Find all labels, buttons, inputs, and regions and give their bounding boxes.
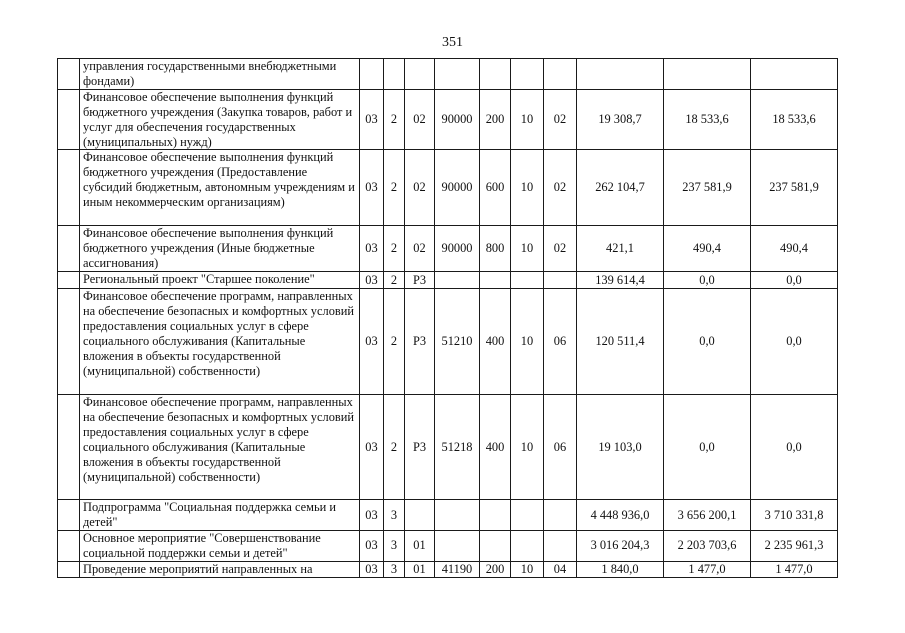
section-code-cell: 10 <box>511 226 544 272</box>
table-row <box>58 226 838 272</box>
expense-type-cell: 400 <box>480 289 511 395</box>
section-code-cell <box>511 530 544 561</box>
subprogram-code-cell: 2 <box>384 150 405 226</box>
row-margin-cell <box>58 150 80 226</box>
table-body <box>58 59 838 578</box>
program-code-cell: 03 <box>360 530 384 561</box>
program-code-cell: 03 <box>360 395 384 500</box>
program-code-cell: 03 <box>360 289 384 395</box>
direction-code-cell: 51210 <box>435 289 480 395</box>
expense-type-cell: 400 <box>480 395 511 500</box>
amount-year-1-cell <box>577 59 664 90</box>
event-code-cell: Р3 <box>405 289 435 395</box>
direction-code-cell: 51218 <box>435 395 480 500</box>
amount-year-1-cell: 19 103,0 <box>577 395 664 500</box>
item-name-cell: Подпрограмма "Социальная поддержка семьи и детей" <box>80 500 360 531</box>
item-name-cell: Финансовое обеспечение выполнения функций бюджетного учреждения (Предоставление субсидий бюджетным, автономным учреждениям и иным некоммерческим организациям) <box>80 150 360 226</box>
budget-table <box>57 58 838 578</box>
table-row <box>58 561 838 577</box>
direction-code-cell <box>435 59 480 90</box>
amount-year-2-cell: 0,0 <box>664 395 751 500</box>
item-name-cell: управления государственными внебюджетными фондами) <box>80 59 360 90</box>
amount-year-2-cell: 3 656 200,1 <box>664 500 751 531</box>
row-margin-cell <box>58 89 80 150</box>
amount-year-3-cell: 0,0 <box>751 272 838 289</box>
program-code-cell: 03 <box>360 226 384 272</box>
table-row <box>58 59 838 90</box>
amount-year-3-cell: 490,4 <box>751 226 838 272</box>
subprogram-code-cell: 3 <box>384 561 405 577</box>
amount-year-3-cell: 18 533,6 <box>751 89 838 150</box>
expense-type-cell <box>480 59 511 90</box>
amount-year-3-cell: 1 477,0 <box>751 561 838 577</box>
subprogram-code-cell <box>384 59 405 90</box>
amount-year-1-cell: 139 614,4 <box>577 272 664 289</box>
subsection-code-cell: 06 <box>544 289 577 395</box>
amount-year-3-cell: 3 710 331,8 <box>751 500 838 531</box>
direction-code-cell <box>435 272 480 289</box>
event-code-cell <box>405 500 435 531</box>
row-margin-cell <box>58 395 80 500</box>
program-code-cell: 03 <box>360 150 384 226</box>
program-code-cell: 03 <box>360 500 384 531</box>
section-code-cell: 10 <box>511 89 544 150</box>
section-code-cell: 10 <box>511 289 544 395</box>
direction-code-cell: 90000 <box>435 226 480 272</box>
amount-year-2-cell: 2 203 703,6 <box>664 530 751 561</box>
amount-year-1-cell: 4 448 936,0 <box>577 500 664 531</box>
direction-code-cell <box>435 530 480 561</box>
event-code-cell: Р3 <box>405 395 435 500</box>
subprogram-code-cell: 3 <box>384 530 405 561</box>
subsection-code-cell: 02 <box>544 226 577 272</box>
subprogram-code-cell: 2 <box>384 272 405 289</box>
subsection-code-cell: 06 <box>544 395 577 500</box>
program-code-cell: 03 <box>360 272 384 289</box>
table-row <box>58 289 838 395</box>
event-code-cell: 02 <box>405 226 435 272</box>
section-code-cell <box>511 272 544 289</box>
amount-year-2-cell: 1 477,0 <box>664 561 751 577</box>
subsection-code-cell: 04 <box>544 561 577 577</box>
expense-type-cell: 200 <box>480 89 511 150</box>
item-name-cell: Основное мероприятие "Совершенствование социальной поддержки семьи и детей" <box>80 530 360 561</box>
item-name-cell: Финансовое обеспечение программ, направленных на обеспечение безопасных и комфортных условий предоставления социальных услуг в сфере социального обслуживания (Капитальные вложения в объекты государственной (муниципальной) собственности) <box>80 289 360 395</box>
event-code-cell: 01 <box>405 561 435 577</box>
amount-year-2-cell: 18 533,6 <box>664 89 751 150</box>
event-code-cell <box>405 59 435 90</box>
expense-type-cell: 600 <box>480 150 511 226</box>
item-name-cell: Проведение мероприятий направленных на <box>80 561 360 577</box>
amount-year-3-cell: 0,0 <box>751 289 838 395</box>
amount-year-3-cell: 2 235 961,3 <box>751 530 838 561</box>
section-code-cell: 10 <box>511 150 544 226</box>
row-margin-cell <box>58 530 80 561</box>
subprogram-code-cell: 3 <box>384 500 405 531</box>
amount-year-1-cell: 1 840,0 <box>577 561 664 577</box>
amount-year-2-cell <box>664 59 751 90</box>
amount-year-1-cell: 421,1 <box>577 226 664 272</box>
direction-code-cell <box>435 500 480 531</box>
subprogram-code-cell: 2 <box>384 89 405 150</box>
event-code-cell: 01 <box>405 530 435 561</box>
amount-year-2-cell: 0,0 <box>664 272 751 289</box>
amount-year-3-cell: 0,0 <box>751 395 838 500</box>
subprogram-code-cell: 2 <box>384 289 405 395</box>
program-code-cell: 03 <box>360 561 384 577</box>
expense-type-cell <box>480 272 511 289</box>
direction-code-cell: 41190 <box>435 561 480 577</box>
subsection-code-cell <box>544 500 577 531</box>
expense-type-cell <box>480 500 511 531</box>
row-margin-cell <box>58 59 80 90</box>
subsection-code-cell <box>544 530 577 561</box>
amount-year-1-cell: 262 104,7 <box>577 150 664 226</box>
row-margin-cell <box>58 561 80 577</box>
direction-code-cell: 90000 <box>435 89 480 150</box>
amount-year-1-cell: 120 511,4 <box>577 289 664 395</box>
subprogram-code-cell: 2 <box>384 395 405 500</box>
amount-year-1-cell: 3 016 204,3 <box>577 530 664 561</box>
subsection-code-cell <box>544 272 577 289</box>
item-name-cell: Региональный проект "Старшее поколение" <box>80 272 360 289</box>
table-row <box>58 89 838 150</box>
program-code-cell <box>360 59 384 90</box>
section-code-cell <box>511 59 544 90</box>
subsection-code-cell: 02 <box>544 150 577 226</box>
subsection-code-cell <box>544 59 577 90</box>
amount-year-2-cell: 0,0 <box>664 289 751 395</box>
row-margin-cell <box>58 500 80 531</box>
table-row <box>58 272 838 289</box>
item-name-cell: Финансовое обеспечение выполнения функций бюджетного учреждения (Иные бюджетные ассигнования) <box>80 226 360 272</box>
table-row <box>58 530 838 561</box>
expense-type-cell <box>480 530 511 561</box>
event-code-cell: 02 <box>405 89 435 150</box>
expense-type-cell: 200 <box>480 561 511 577</box>
table-row <box>58 500 838 531</box>
expense-type-cell: 800 <box>480 226 511 272</box>
table-row <box>58 395 838 500</box>
section-code-cell: 10 <box>511 395 544 500</box>
page-number: 351 <box>442 35 463 50</box>
row-margin-cell <box>58 272 80 289</box>
amount-year-3-cell <box>751 59 838 90</box>
section-code-cell: 10 <box>511 561 544 577</box>
item-name-cell: Финансовое обеспечение программ, направленных на обеспечение безопасных и комфортных условий предоставления социальных услуг в сфере социального обслуживания (Капитальные вложения в объекты государственной (муниципальной) собственности) <box>80 395 360 500</box>
section-code-cell <box>511 500 544 531</box>
item-name-cell: Финансовое обеспечение выполнения функций бюджетного учреждения (Закупка товаров, работ и услуг для обеспечения государственных (муниципальных) нужд) <box>80 89 360 150</box>
row-margin-cell <box>58 289 80 395</box>
amount-year-3-cell: 237 581,9 <box>751 150 838 226</box>
event-code-cell: 02 <box>405 150 435 226</box>
subsection-code-cell: 02 <box>544 89 577 150</box>
amount-year-2-cell: 237 581,9 <box>664 150 751 226</box>
subprogram-code-cell: 2 <box>384 226 405 272</box>
program-code-cell: 03 <box>360 89 384 150</box>
table-row <box>58 150 838 226</box>
row-margin-cell <box>58 226 80 272</box>
event-code-cell: Р3 <box>405 272 435 289</box>
amount-year-1-cell: 19 308,7 <box>577 89 664 150</box>
direction-code-cell: 90000 <box>435 150 480 226</box>
amount-year-2-cell: 490,4 <box>664 226 751 272</box>
